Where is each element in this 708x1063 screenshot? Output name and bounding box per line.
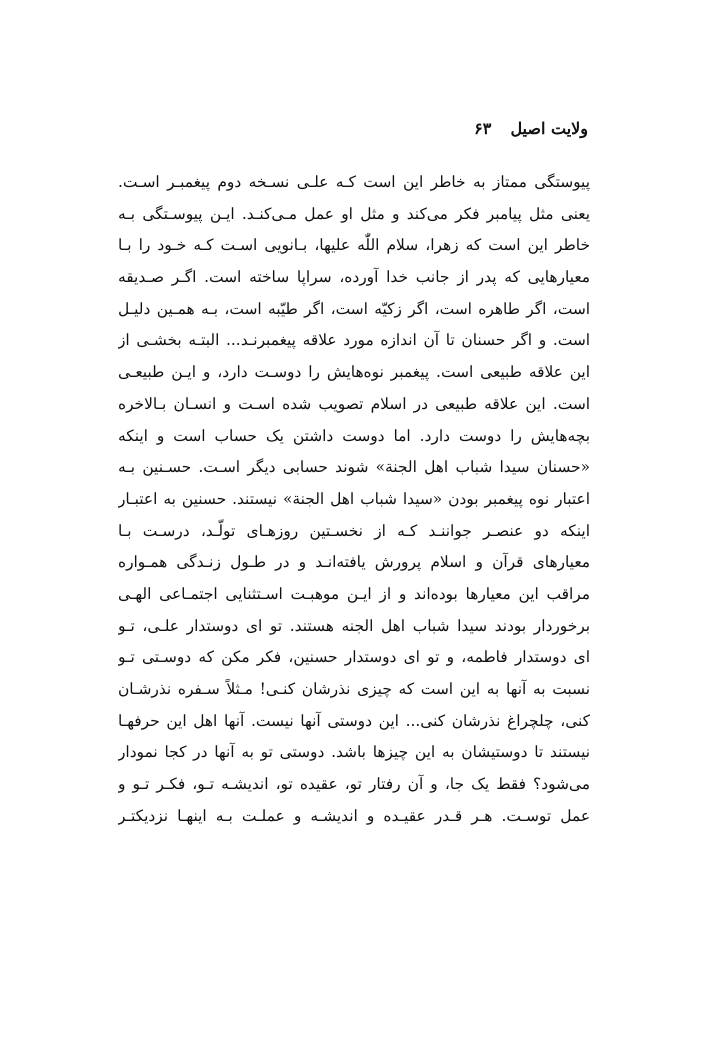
body-text <box>118 167 590 832</box>
page-number: ۶۳ <box>474 119 492 138</box>
text-line: معیارهایی که پدر از جانب خدا آورده، سراپا ساخته است. اگـر صـدیقه <box>118 268 590 287</box>
text-line: نیستند تا دوستیشان به این چیزها باشد. دوستی تو به آنها در کجا نمودار <box>118 743 590 762</box>
text-line: مراقب این معیارها بوده‌اند و از ایـن موهبـت اسـتثنایی اجتمـاعی الهـی <box>118 584 590 603</box>
text-line: یعنی مثل پیامبر فکر می‌کند و مثل او عمل مـی‌کنـد. ایـن پیوسـتگی بـه <box>118 204 590 223</box>
text-line: این علاقه طبیعی است. پیغمبر نوه‌هایش را دوسـت دارد، و ایـن طبیعـی <box>118 363 590 382</box>
text-line: ای دوستدار فاطمه، و تو ای دوستدار حسنین، فکر مکن که دوسـتی تـو <box>118 648 590 667</box>
text-line: پیوستگی ممتاز به خاطر این است کـه علـی نسـخه دوم پیغمبـر اسـت. <box>118 173 590 191</box>
text-line: اینکه دو عنصـر جواننـد کـه از نخسـتین روزهـای تولّـد، درسـت بـا <box>118 521 590 540</box>
text-line: برخوردار بودند سیدا شباب اهل الجنه هستند. تو ای دوستدار علـی، تـو <box>118 616 590 635</box>
text-line: عمل توسـت. هـر قـدر عقیـده و اندیشـه و عملـت بـه اینهـا نزدیکتـر <box>118 806 590 825</box>
text-line: است. این علاقه طبیعی در اسلام تصویب شده اسـت و انسـان بـالاخره <box>118 394 590 413</box>
text-line: کنی، چلچراغ نذرشان کنی... این دوستی آنها نیست. آنها اهل این حرفهـا <box>118 711 590 730</box>
text-line: خاطر این است که زهرا، سلام اللّٰه علیها، بـانویی اسـت کـه خـود را بـا <box>118 236 590 255</box>
text-line: می‌شود؟ فقط یک جا، و آن رفتار تو، عقیده تو، اندیشـه تـو، فکـر تـو و <box>118 775 590 794</box>
text-line: اعتبار نوه پیغمبر بودن «سیدا شباب اهل الجنة» نیستند. حسنین به اعتبـار <box>118 489 590 508</box>
text-line: بچه‌هایش را دوست دارد. اما دوست داشتن یک حساب است و اینکه <box>118 426 590 445</box>
running-header-title: ولایت اصیل <box>510 119 588 138</box>
text-line: است. و اگر حسنان تا آن اندازه مورد علاقه پیغمبرنـد... البتـه بخشـی از <box>118 331 590 350</box>
text-line: است، اگر طاهره است، اگر زکیّه است، اگر طیّبه است، بـه همـین دلیـل <box>118 299 590 318</box>
running-header <box>474 118 588 140</box>
text-line: معیارهای قرآن و اسلام پرورش یافته‌انـد و در طـول زنـدگی همـواره <box>118 553 590 572</box>
text-line: نسبت به آنها به این است که چیزی نذرشان کنـی! مـثلاً سـفره نذرشـان <box>118 680 590 698</box>
text-line: «حسنان سیدا شباب اهل الجنة» شوند حسابی دیگر اسـت. حسـنین بـه <box>118 458 590 477</box>
